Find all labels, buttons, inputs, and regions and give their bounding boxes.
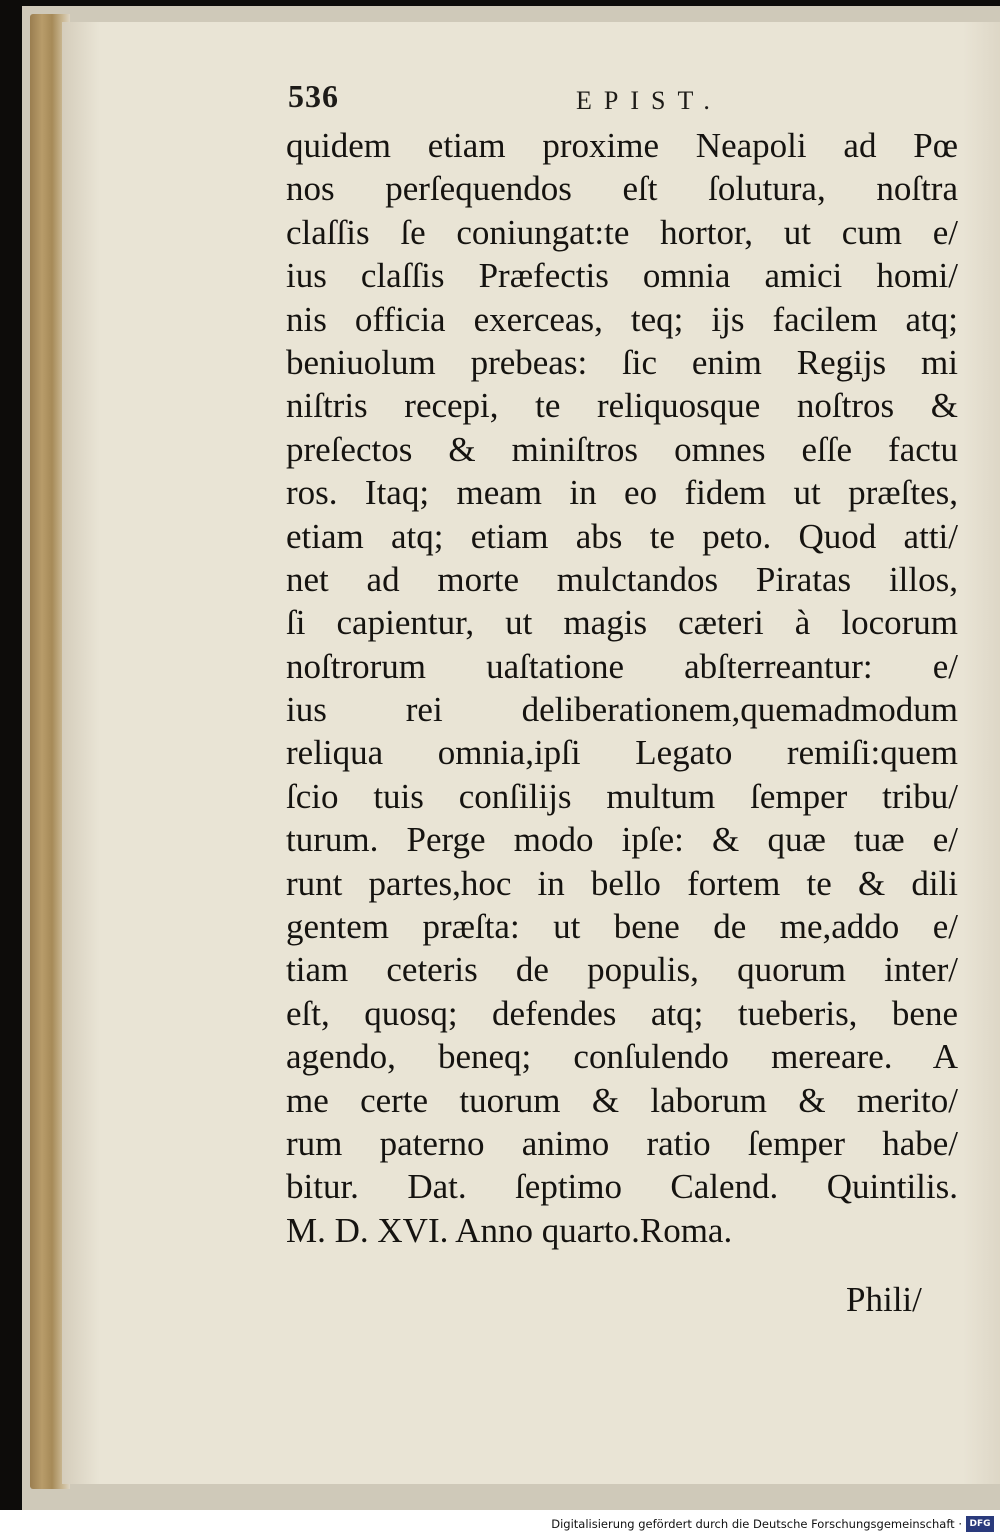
text-line: net ad morte mulctandos Piratas illos, [286,559,958,599]
text-line: bitur. Dat. ſeptimo Calend. Quintilis. [286,1167,958,1207]
text-line: agendo, beneq; conſulendo mereare. A [286,1037,958,1077]
page-number: 536 [288,78,339,114]
text-line: me certe tuorum & laborum & merito/ [286,1080,958,1120]
text-block [286,124,958,1252]
text-line: noſtrorum uaſtatione abſterreantur: e/ [286,646,958,686]
text-line: quidem etiam proxime Neapoli ad Pœ [286,126,958,165]
text-line: reliqua omnia,ipſi Legato remiſi:quem [286,733,958,773]
text-line: runt partes,hoc in bello fortem te & dili [286,863,958,903]
footer-bar [0,1510,1000,1540]
text-line: eſt, quosq; defendes atq; tueberis, bene [286,993,958,1033]
text-line: ius rei deliberationem,quemadmodum [286,690,958,730]
text-line: rum paterno animo ratio ſemper habe/ [286,1123,958,1163]
text-line: gentem præſta: ut bene de me,addo e/ [286,907,958,947]
catchword: Phili/ [846,1280,922,1319]
text-line: ros. Itaq; meam in eo fidem ut præſtes, [286,473,958,513]
text-line: turum. Perge modo ipſe: & quæ tuæ e/ [286,820,958,860]
text-line: nos perſequendos eſt ſolutura, noſtra [286,169,958,209]
text-line: ius claſſis Præfectis omnia amici homi/ [286,256,958,296]
text-line: nis officia exerceas, teq; ijs facilem atq; [286,299,958,339]
text-line: preſectos & miniſtros omnes eſſe factu [286,429,958,469]
running-head: EPIST. [576,86,722,115]
text-line: ſi capientur, ut magis cæteri à locorum [286,603,958,643]
text-line: claſſis ſe coniungat:te hortor, ut cum e/ [286,212,958,252]
text-line: ſcio tuis conſilijs multum ſemper tribu/ [286,776,958,816]
page-header [288,78,738,118]
dfg-logo-icon: DFG [966,1516,994,1532]
text-line: niſtris recepi, te reliquosque noſtros & [286,386,958,426]
text-line: etiam atq; etiam abs te peto. Quod atti/ [286,516,958,556]
text-line: tiam ceteris de populis, quorum inter/ [286,950,958,990]
text-line: M. D. XVI. Anno quarto.Roma. [286,1210,733,1250]
text-line: beniuolum prebeas: ſic enim Regijs mi [286,342,958,382]
funding-credit: Digitalisierung gefördert durch die Deutsche Forschungsgemeinschaft · [551,1517,962,1531]
